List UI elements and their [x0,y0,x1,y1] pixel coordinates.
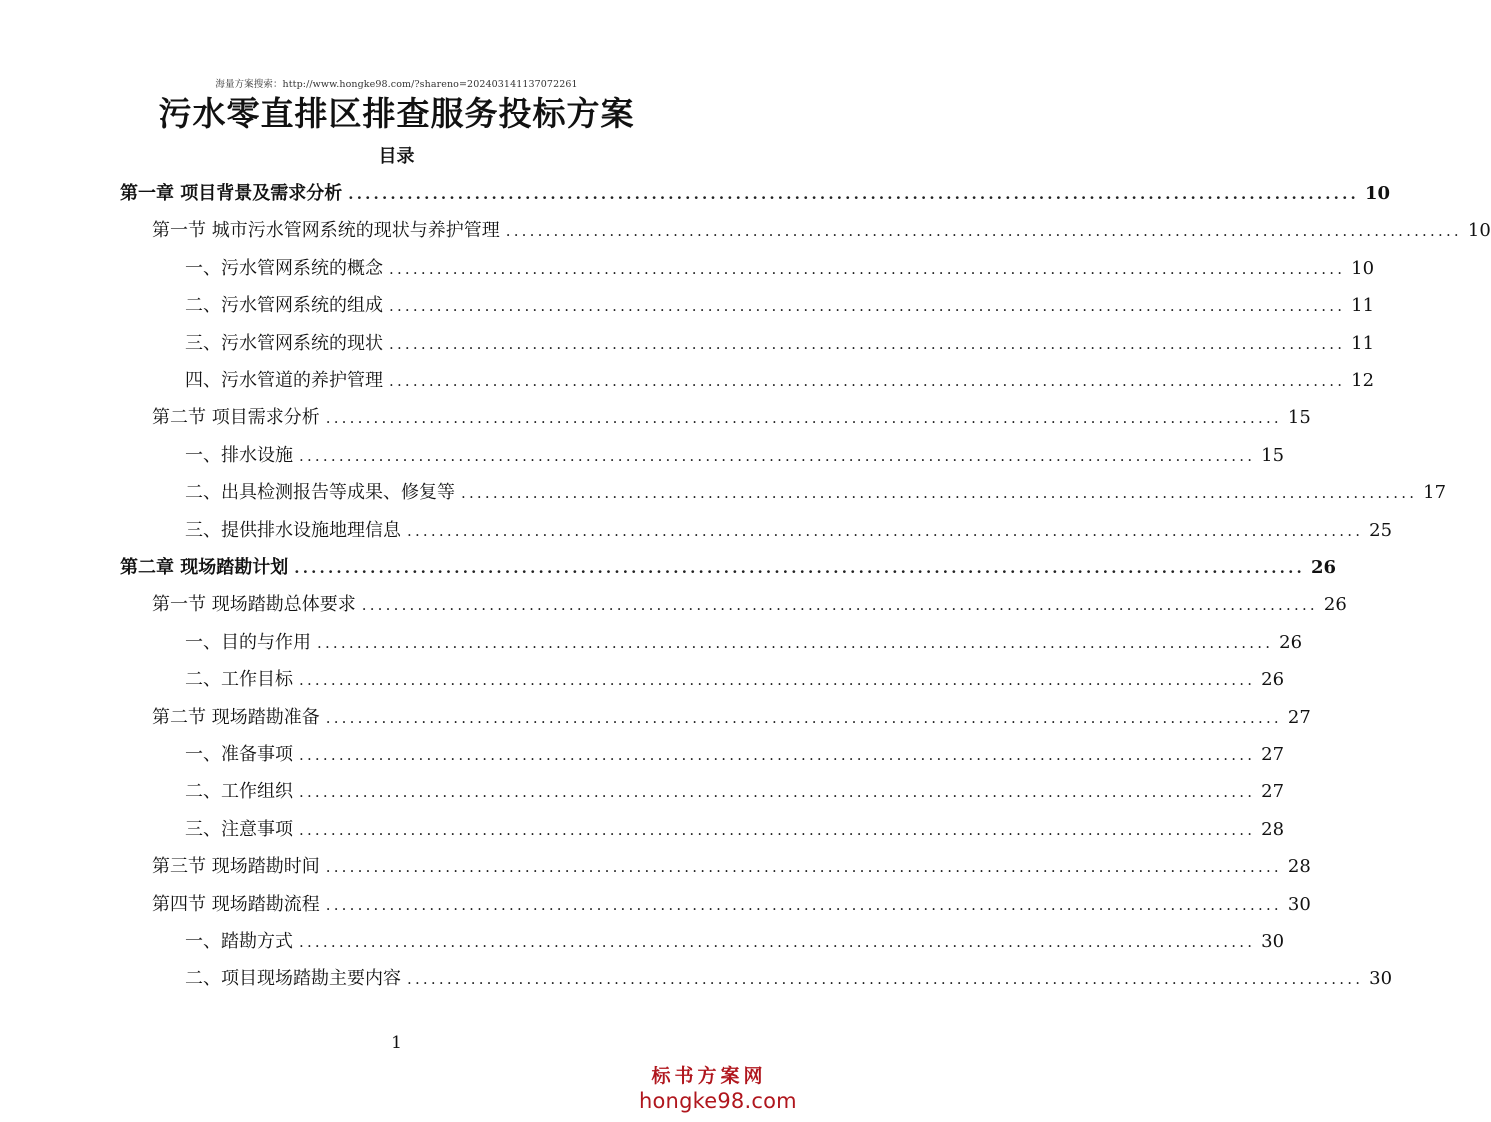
toc-entry-text: 一、准备事项 [185,744,293,765]
toc-entry-text: 第三节 现场踏勘时间 [152,856,320,878]
toc-entry-text: 二、出具检测报告等成果、修复等 [185,482,455,504]
toc-heading: 目录 [378,146,415,167]
toc-leader-dots: ........................................................................................................................ [325,858,1282,877]
toc-leader-dots: ........................................................................................................................ [389,334,1346,353]
toc-entry-page: 11 [1351,295,1375,317]
toc-entry-page: 10 [1364,183,1390,204]
toc-leader-dots: ........................................................................................................................ [299,820,1256,839]
toc-entry-page: 15 [1287,407,1311,429]
toc-entry-text: 二、工作组织 [185,781,293,803]
toc-entry-text: 一、目的与作用 [185,631,311,653]
toc-leader-dots: ........................................................................................................................ [348,185,1359,203]
page-number: 1 [391,1033,402,1053]
toc-entry-page: 27 [1287,706,1311,728]
toc-entry-page: 30 [1287,893,1311,915]
toc-entry[interactable] [120,175,1390,212]
toc-entry-text: 三、污水管网系统的现状 [185,332,383,354]
toc-entry[interactable] [152,848,1311,885]
toc-entry-page: 26 [1261,669,1285,691]
toc-entry-text: 第二章 现场踏勘计划 [120,557,289,578]
toc-entry[interactable] [185,661,1285,698]
toc-entry-text: 第二节 现场踏勘准备 [152,706,320,728]
toc-leader-dots: ........................................................................................................................ [294,559,1305,577]
toc-entry-page: 27 [1261,781,1285,803]
toc-entry-text: 一、污水管网系统的概念 [185,257,383,279]
toc-entry-page: 26 [1323,594,1347,616]
toc-leader-dots: ........................................................................................................................ [325,708,1282,727]
toc-entry[interactable] [185,287,1375,324]
watermark-en: hongke98.com [639,1089,797,1113]
toc-entry[interactable] [152,699,1311,736]
toc-entry-text: 二、项目现场踏勘主要内容 [185,968,401,990]
toc-entry-page: 12 [1351,370,1375,391]
toc-entry-text: 四、污水管道的养护管理 [185,370,383,391]
toc-entry[interactable] [152,886,1311,923]
toc-entry-text: 第一节 现场踏勘总体要求 [152,594,356,616]
toc-entry-text: 三、注意事项 [185,818,293,840]
toc-entry-text: 第四节 现场踏勘流程 [152,893,320,915]
toc-leader-dots: ........................................................................................................................ [407,970,1364,989]
toc-entry[interactable] [185,773,1285,810]
toc-entry[interactable] [185,960,1393,997]
toc-entry-text: 二、污水管网系统的组成 [185,295,383,317]
toc-leader-dots: ........................................................................................................................ [505,222,1462,241]
toc-entry[interactable] [152,399,1311,436]
toc-entry[interactable] [185,437,1285,474]
toc-leader-dots: ........................................................................................................................ [325,895,1282,914]
toc-leader-dots: ........................................................................................................................ [389,372,1346,390]
watermark-logo [639,1064,797,1114]
toc-leader-dots: ........................................................................................................................ [325,409,1282,428]
toc-entry-page: 30 [1369,968,1393,990]
toc-entry-text: 一、排水设施 [185,444,293,466]
toc-leader-dots: ........................................................................................................................ [299,446,1256,465]
toc-leader-dots: ........................................................................................................................ [407,521,1364,540]
toc-entry[interactable] [185,250,1375,287]
toc-entry-page: 15 [1261,444,1285,466]
toc-entry-page: 11 [1351,332,1375,354]
toc-entry-text: 第一节 城市污水管网系统的现状与养护管理 [152,220,500,242]
watermark-cn: 标书方案网 [651,1065,767,1087]
toc-entry[interactable] [185,811,1285,848]
toc-entry-text: 二、工作目标 [185,669,293,691]
toc-entry-page: 25 [1369,519,1393,541]
toc-entry[interactable] [185,474,1447,511]
toc-leader-dots: ........................................................................................................................ [317,633,1274,652]
toc-leader-dots: ........................................................................................................................ [461,484,1418,503]
toc-entry-page: 28 [1287,856,1311,878]
toc-leader-dots: ........................................................................................................................ [389,297,1346,316]
toc-entry[interactable] [185,624,1303,661]
toc-leader-dots: ........................................................................................................................ [299,933,1256,951]
toc-leader-dots: ........................................................................................................................ [299,671,1256,690]
toc-entry[interactable] [152,212,1491,249]
toc-entry-page: 10 [1351,257,1375,279]
toc-entry[interactable] [185,325,1375,362]
header-search-url[interactable]: 海量方案搜索：http://www.hongke98.com/?shareno=20240314113707226​1 [215,79,578,90]
toc-entry-page: 10 [1467,220,1491,242]
toc-leader-dots: ........................................................................................................................ [299,783,1256,802]
toc-entry-page: 28 [1261,818,1285,840]
toc-entry[interactable] [185,736,1285,773]
toc-entry-text: 第一章 项目背景及需求分析 [120,183,343,204]
toc-entry-page: 17 [1423,482,1447,504]
toc-entry[interactable] [152,586,1347,623]
toc-entry[interactable] [185,923,1285,960]
toc-entry[interactable] [185,362,1375,399]
toc-entry[interactable] [120,549,1337,586]
toc-entry-text: 第二节 项目需求分析 [152,407,320,429]
toc-leader-dots: ........................................................................................................................ [389,259,1346,278]
toc-entry-text: 一、踏勘方式 [185,931,293,952]
toc-entry[interactable] [185,512,1393,549]
document-title: 污水零直排区排查服务投标方案 [158,94,635,133]
toc-entry-page: 30 [1261,931,1285,952]
toc-entry-text: 三、提供排水设施地理信息 [185,519,401,541]
toc-entry-page: 27 [1261,744,1285,765]
toc-entry-page: 26 [1310,557,1337,578]
toc-leader-dots: ........................................................................................................................ [299,746,1256,764]
toc-entry-page: 26 [1279,631,1303,653]
toc-leader-dots: ........................................................................................................................ [361,596,1318,615]
